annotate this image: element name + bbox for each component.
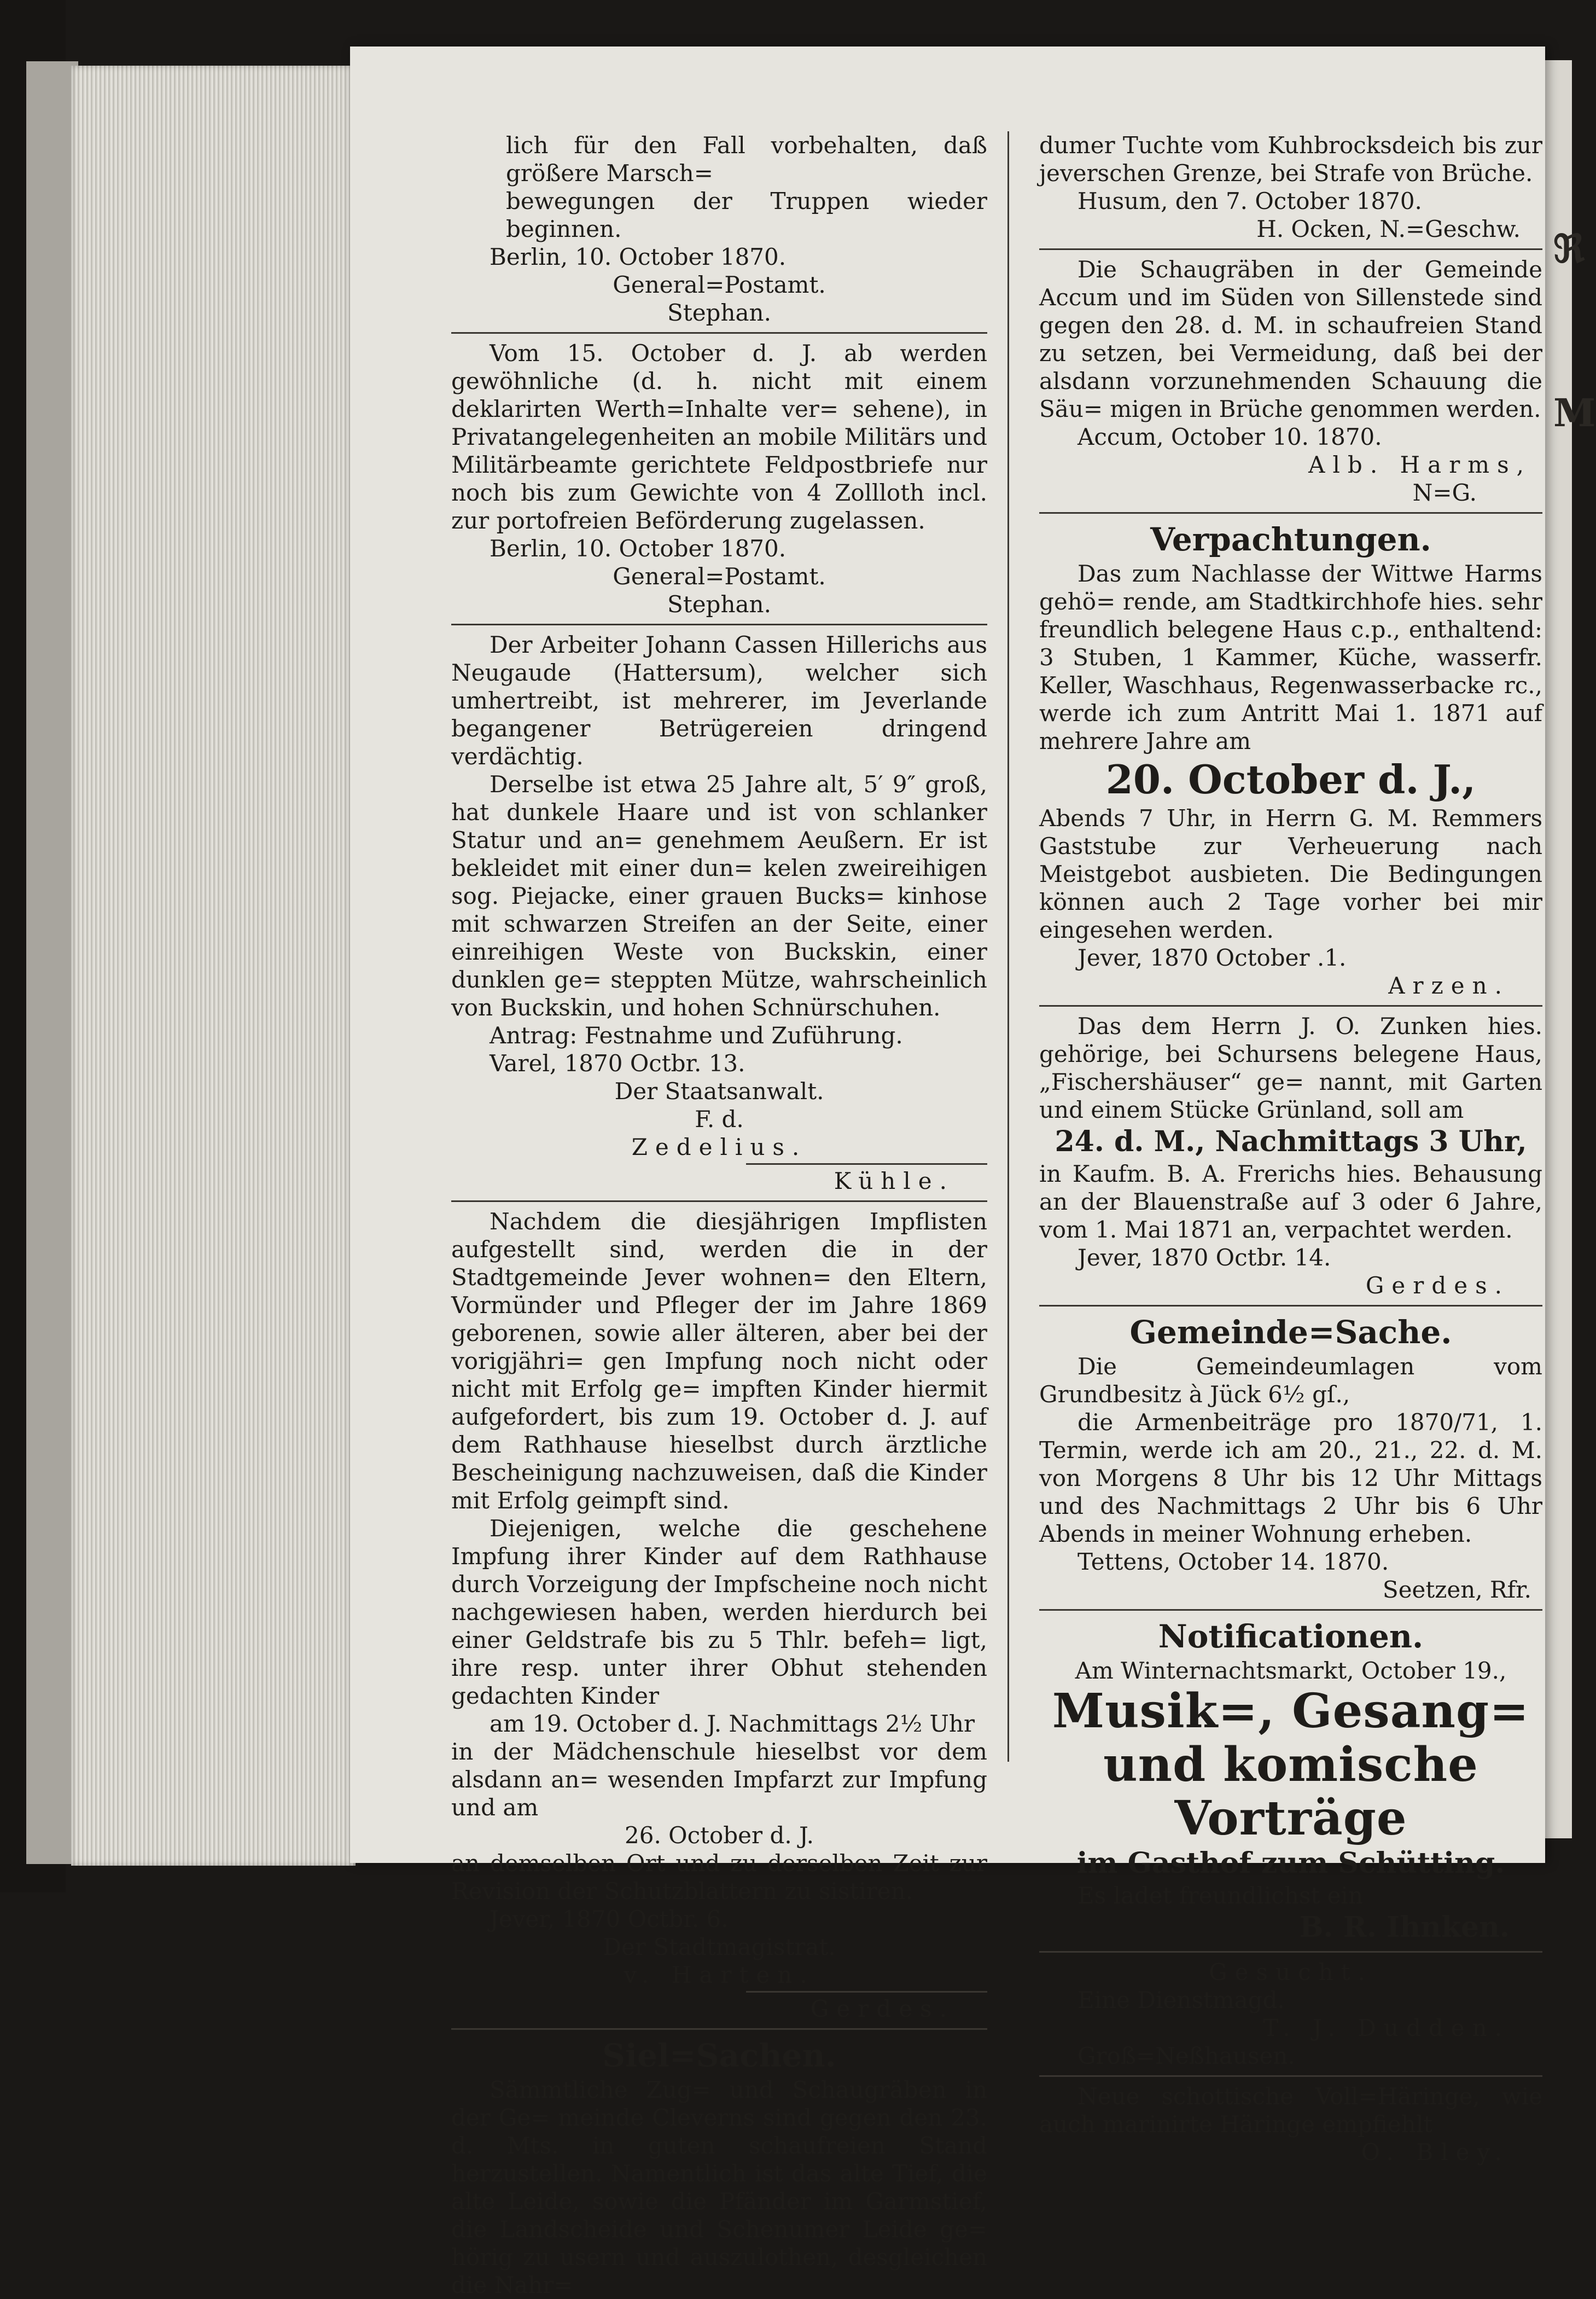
notice-paragraph: Diejenigen, welche die geschehene Impfung ihrer Kinder auf dem Rathhause durch Vorzeigung der Impfscheine noch nicht nachgewiesen haben, werden hierdurch bei einer Geldstrafe bis zu 5 Thlr. befeh= ligt, ihre resp. unter ihrer Obhut stehenden gedachten Kinder bbox=[451, 1515, 987, 1709]
notice-paragraph: in Kaufm. B. A. Frerichs hies. Behausung an der Blauenstraße auf 3 oder 6 Jahre, vom 1. Mai 1871 an, verpachtet werden. bbox=[1039, 1160, 1542, 1243]
signature: N=G. bbox=[1412, 479, 1477, 506]
adjacent-page-glyph: M bbox=[1553, 390, 1596, 436]
signature: Stephan. bbox=[667, 299, 771, 326]
signature: H. Ocken, N.=Geschw. bbox=[1256, 216, 1521, 242]
column-divider bbox=[1007, 131, 1009, 1762]
signature: v. Harten. bbox=[624, 1961, 815, 1988]
signature: F. d. bbox=[695, 1106, 744, 1133]
page-edges bbox=[71, 66, 356, 1866]
notice-paragraph: Eine Dienstmagd. bbox=[1077, 1987, 1285, 2013]
section-heading: Siel=Sachen. bbox=[602, 2037, 836, 2074]
notice-paragraph: am 19. October d. J. Nachmittags 2½ Uhr bbox=[490, 1710, 975, 1737]
event-line: Am Winternachtsmarkt, October 19., bbox=[1075, 1657, 1507, 1684]
notice-paragraph: Nachdem die diesjährigen Impflisten aufgestellt sind, werden die in der Stadtgemeinde Jever wohnen= den Eltern, Vormünder und Pfleger der im Jahre 1869 geborenen, sowie aller älteren, aber bei der vorigjähri= gen Impfung noch nicht oder nicht mit Erfolg ge= impften Kinder hiermit aufgefordert, bis zum 19. October d. J. auf dem Rathhause hieselbst durch ärztliche Bescheinigung nachzuweisen, daß die Kinder mit Erfolg geimpft sind. bbox=[451, 1208, 987, 1514]
separator-rule bbox=[451, 332, 987, 334]
notice-paragraph: Das dem Herrn J. O. Zunken hies. gehörige, bei Schursens belegene Haus, „Fischershäuser“ ge= nannt, mit Garten und einem Stücke Grünland, soll am bbox=[1039, 1013, 1542, 1123]
separator-rule bbox=[1039, 1305, 1542, 1307]
signature: Gerdes. bbox=[810, 1995, 954, 2022]
event-headline: Vorträge bbox=[1174, 1791, 1407, 1846]
notice-paragraph: Das zum Nachlasse der Wittwe Harms gehö= rende, am Stadtkirchhofe hies. sehr freundlich belegene Haus c.p., enthaltend: 3 Stuben, 1 Kammer, Küche, wasserfr. Keller, Waschhaus, Regenwasserbacke rc., werde ich zum Antritt Mai 1. 1871 auf mehrere Jahre am bbox=[1039, 560, 1542, 754]
section-heading: Gemeinde=Sache. bbox=[1129, 1314, 1452, 1351]
signature: T. J. Dudden. bbox=[1263, 2014, 1510, 2041]
section-heading: Verpachtungen. bbox=[1150, 521, 1431, 558]
signature: Zedelius. bbox=[631, 1134, 807, 1160]
notice-paragraph: die Armenbeiträge pro 1870/71, 1. Termin, werde ich am 20., 21., 22. d. M. von Morgens 8 Uhr bis 12 Uhr Mittags und des Nachmittags 2 Uhr bis 6 Uhr Abends in meiner Wohnung erheben. bbox=[1039, 1409, 1542, 1547]
notice-paragraph: Vom 15. October d. J. ab werden gewöhnliche (d. h. nicht mit einem deklarirten Werth=Inhalte ver= sehene), in Privatangelegenheiten an mobile Militärs und Militärbeamte gerichtete Feldpostbriefe nur noch bis zum Gewichte von 4 Zollloth incl. zur portofreien Beförderung zugelassen. bbox=[451, 340, 987, 534]
notice-paragraph: Die Gemeindeumlagen vom Grundbesitz à Jück 6½ gſ., bbox=[1039, 1353, 1542, 1408]
auction-date: 20. October d. J., bbox=[1105, 756, 1476, 803]
right-column bbox=[1039, 131, 1542, 2166]
place-date: Berlin, 10. October 1870. bbox=[490, 243, 787, 270]
signature: General=Postamt. bbox=[613, 563, 826, 590]
separator-rule bbox=[451, 624, 987, 625]
notice-paragraph: Derselbe ist etwa 25 Jahre alt, 5′ 9″ groß, hat dunkele Haare und ist von schlanker Statur und an= genehmem Aeußern. Er ist bekleidet mit einer dun= kelen zweireihigen sog. Piejacke, einer grauen Bucks= kinhose mit schwarzen Streifen an der Seite, einer einreihigen Weste von Buckskin, einer dunklen ge= steppten Mütze, wahrscheinlich von Buckskin, und hohen Schnürschuhen. bbox=[451, 771, 987, 1021]
separator-rule bbox=[451, 1200, 987, 1202]
notice-paragraph: dumer Tuchte vom Kuhbrocksdeich bis zur jeverschen Grenze, bei Strafe von Brüche. bbox=[1039, 132, 1542, 187]
separator-rule bbox=[1039, 248, 1542, 250]
signature: Arzen. bbox=[1388, 972, 1510, 999]
adjacent-page bbox=[1543, 60, 1596, 1838]
separator-rule bbox=[1039, 2075, 1542, 2077]
separator-rule bbox=[1039, 1005, 1542, 1007]
place-date: Accum, October 10. 1870. bbox=[1077, 423, 1382, 450]
separator-rule bbox=[1039, 1609, 1542, 1611]
book-board bbox=[26, 61, 78, 1864]
notice-paragraph: 26. October d. J. bbox=[625, 1822, 814, 1849]
notice-paragraph: Antrag: Festnahme und Zuführung. bbox=[490, 1022, 903, 1049]
section-heading: Gesucht. bbox=[1209, 1959, 1373, 1986]
text-line: bewegungen der Truppen wieder beginnen. bbox=[506, 188, 987, 242]
notice-paragraph: Abends 7 Uhr, in Herrn G. M. Remmers Gaststube zur Verheuerung nach Meistgebot ausbieten. Die Bedingungen können auch 2 Tage vorher bei mir eingesehen werden. bbox=[1039, 805, 1542, 943]
signature: Gerdes. bbox=[1365, 1272, 1510, 1299]
signature: Der Staatsanwalt. bbox=[614, 1078, 824, 1105]
signature: Stephan. bbox=[667, 591, 771, 618]
event-line: Es ladet freundlichst ein bbox=[1077, 1882, 1364, 1909]
place-date: Groß=Neßhausen. bbox=[1077, 2042, 1295, 2069]
place-date: Jever, 1870 Octbr. 6. bbox=[490, 1906, 729, 1932]
place-date: Jever, 1870 Octbr. 14. bbox=[1077, 1244, 1331, 1271]
separator-rule bbox=[1039, 1951, 1542, 1953]
signature: O. Bley. bbox=[1361, 2139, 1510, 2166]
left-column bbox=[451, 131, 987, 2299]
notice-paragraph: an demselben Ort und zu derselben Zeit zur Revision der Schutzblattern zu sistiren. bbox=[451, 1850, 987, 1905]
place-date: Berlin, 10. October 1870. bbox=[490, 535, 787, 562]
section-heading: Notificationen. bbox=[1158, 1618, 1424, 1655]
signature: Kühle. bbox=[834, 1168, 954, 1194]
notice-paragraph: Die Schaugräben in der Gemeinde Accum und im Süden von Sillenstede sind gegen den 28. d. M. in schaufreien Stand zu setzen, bei Vermeidung, daß bei der alsdann vorzunehmenden Schauung die Säu= migen in Brüche genommen werden. bbox=[1039, 256, 1542, 422]
auction-date: 24. d. M., Nachmittags 3 Uhr, bbox=[1055, 1125, 1527, 1158]
adjacent-page-glyph: ℜ bbox=[1553, 226, 1585, 271]
notice-paragraph: Sämmtliche Zug= und Schaugräben in der Ge= meinde Cleverns sind gegen den 23. d. Mts. in guten schaufreien Stand herzustellen. Namentlich ist das alte Tief, die alte Leide, sowie die Pfänder im Garmstief, die Landscheide und Schenumer Leide ge= hörig zu usern und auszulothen, desgleichen die Nahr= bbox=[451, 2076, 987, 2298]
separator-rule bbox=[1039, 512, 1542, 514]
signature: Der Stadtmagistrat. bbox=[603, 1934, 836, 1960]
event-venue: im Gasthof zum Schütting. bbox=[1076, 1847, 1505, 1880]
event-headline: Musik=, Gesang= und komische bbox=[1052, 1683, 1530, 1792]
place-date: Varel, 1870 Octbr. 13. bbox=[490, 1050, 745, 1077]
signature: General=Postamt. bbox=[613, 271, 826, 298]
text-line: lich für den Fall vorbehalten, daß größere Marsch= bbox=[506, 132, 987, 187]
separator-rule bbox=[746, 1991, 987, 1993]
signature: Alb. Harms, bbox=[1308, 451, 1531, 478]
separator-rule bbox=[746, 1163, 987, 1165]
notice-paragraph: Neue schottische Voll=Häringe, wie auch marinirte Häringe empfiehlt bbox=[1039, 2083, 1542, 2138]
notice-paragraph: in der Mädchenschule hieselbst vor dem alsdann an= wesenden Impfarzt zur Impfung und am bbox=[451, 1738, 987, 1821]
notice-paragraph: Der Arbeiter Johann Cassen Hillerichs aus Neugaude (Hattersum), welcher sich umhertreibt, ist mehrerer, im Jeverlande begangener Betrügereien dringend verdächtig. bbox=[451, 631, 987, 770]
place-date: Tettens, October 14. 1870. bbox=[1077, 1548, 1389, 1575]
separator-rule bbox=[451, 2028, 987, 2030]
signature: Seetzen, Rfr. bbox=[1382, 1576, 1531, 1603]
place-date: Jever, 1870 October .1. bbox=[1077, 944, 1347, 971]
signature: B. R. Ihnken. bbox=[1299, 1911, 1510, 1944]
place-date: Husum, den 7. October 1870. bbox=[1077, 188, 1422, 214]
